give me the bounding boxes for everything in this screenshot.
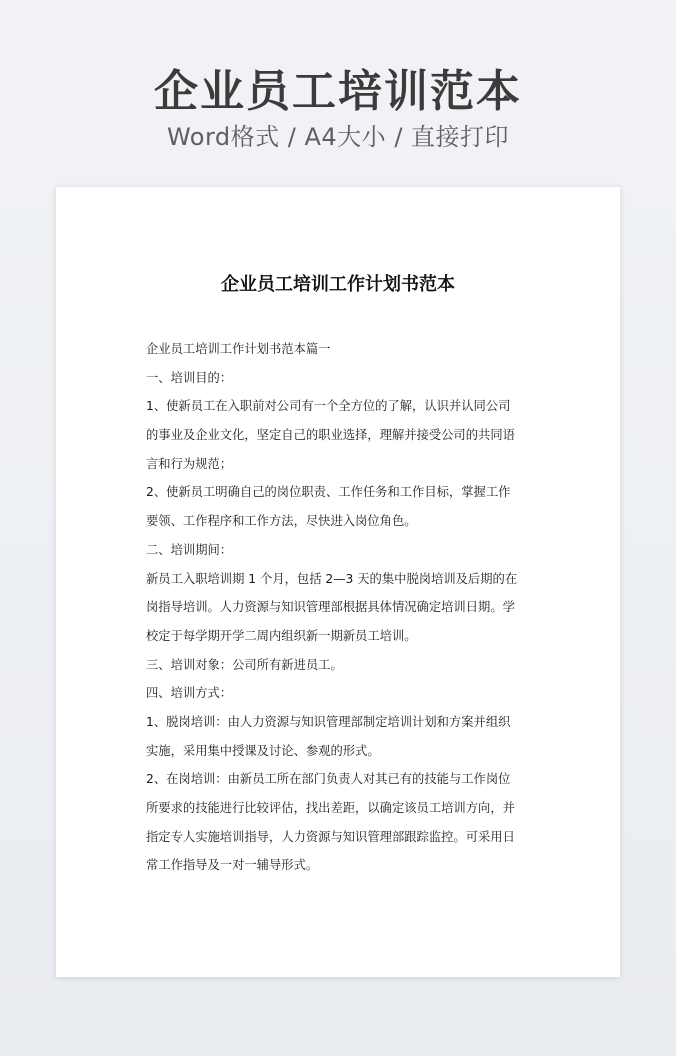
document-line: 2、使新员工明确自己的岗位职责、工作任务和工作目标，掌握工作	[146, 485, 511, 500]
document-line: 要领、工作程序和工作方法，尽快进入岗位角色。	[146, 514, 417, 529]
document-line: 常工作指导及一对一辅导形式。	[146, 858, 319, 873]
document-line: 新员工入职培训期 1 个月，包括 2—3 天的集中脱岗培训及后期的在	[146, 571, 518, 586]
banner-subtitle: Word格式 / A4大小 / 直接打印	[166, 123, 510, 151]
document-line: 校定于每学期开学二周内组织新一期新员工培训。	[146, 628, 417, 643]
document-line: 四、培训方式：	[146, 686, 233, 701]
document-line: 2、在岗培训：由新员工所在部门负责人对其已有的技能与工作岗位	[146, 772, 511, 787]
document-heading: 企业员工培训工作计划书范本	[221, 274, 455, 295]
document-line: 二、培训期间：	[146, 542, 233, 557]
document-line: 言和行为规范；	[146, 456, 233, 471]
document-line: 企业员工培训工作计划书范本篇一	[146, 342, 331, 356]
document-line: 实施，采用集中授课及讨论、参观的形式。	[146, 743, 380, 758]
document-line: 岗指导培训。人力资源与知识管理部根据具体情况确定培训日期。学	[146, 600, 515, 615]
document-line: 1、脱岗培训：由人力资源与知识管理部制定培训计划和方案并组织	[146, 714, 511, 729]
document-line: 三、培训对象：公司所有新进员工。	[146, 657, 343, 672]
banner-title: 企业员工培训范本	[154, 66, 522, 117]
document-body	[146, 335, 530, 880]
document-line: 1、使新员工在入职前对公司有一个全方位的了解，认识并认同公司	[146, 399, 511, 414]
document-line: 的事业及企业文化，坚定自己的职业选择，理解并接受公司的共同语	[146, 428, 515, 443]
document-line: 指定专人实施培训指导，人力资源与知识管理部跟踪监控。可采用日	[146, 829, 515, 844]
document-line: 一、培训目的：	[146, 370, 233, 385]
document-line: 所要求的技能进行比较评估，找出差距，以确定该员工培训方向，并	[146, 801, 515, 815]
